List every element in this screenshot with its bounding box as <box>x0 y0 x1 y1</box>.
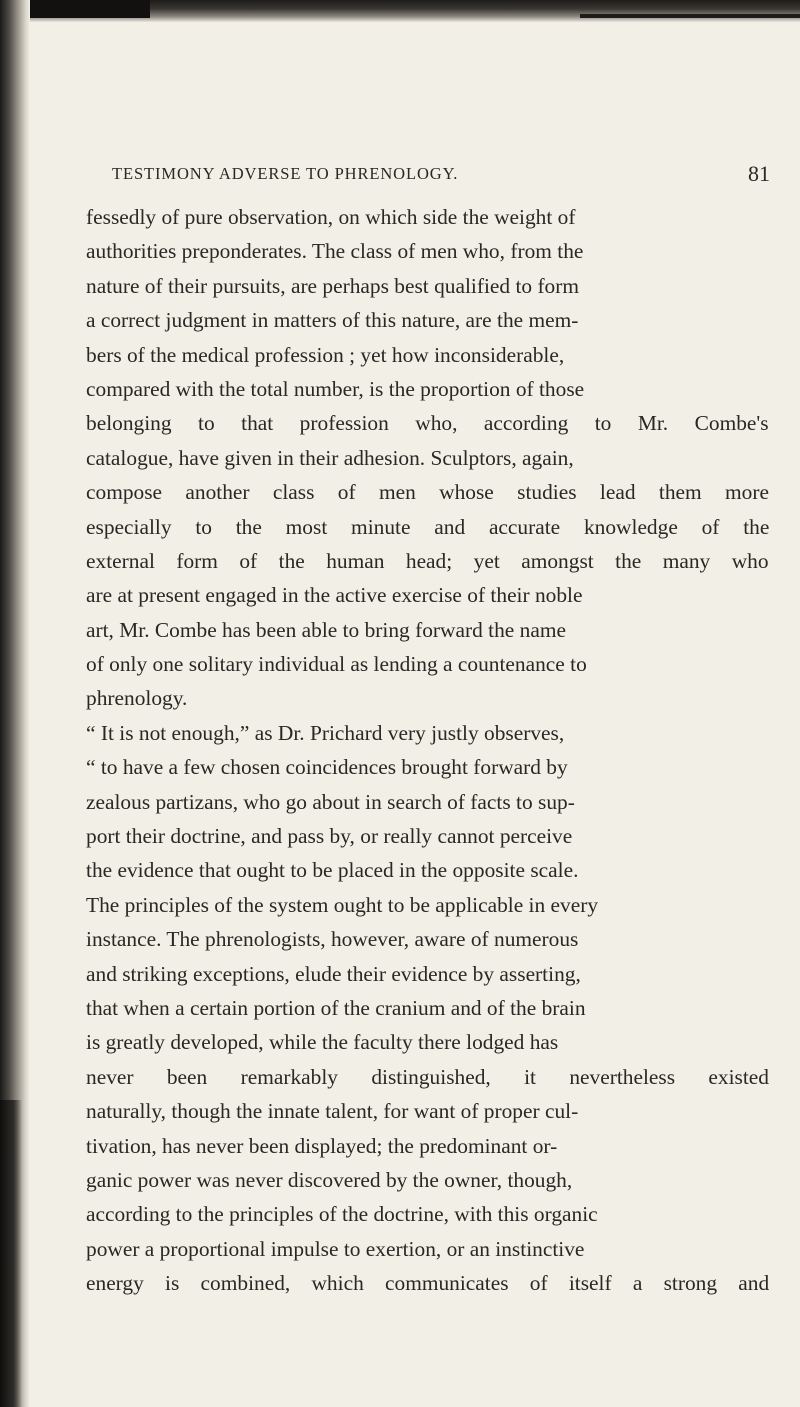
text-line: authorities preponderates. The class of men who, from the <box>86 239 584 264</box>
text-line: energy is combined, which communicates of itself a strong and <box>86 1271 770 1296</box>
text-line: fessedly of pure observation, on which side the weight of <box>86 205 576 229</box>
text-line: the evidence that ought to be placed in the opposite scale. <box>86 858 579 883</box>
text-line: power a proportional impulse to exertion, or an instinctive <box>86 1236 585 1261</box>
scan-top-rule <box>580 14 800 18</box>
text-line: compared with the total number, is the proportion of those <box>86 376 585 401</box>
text-line: of only one solitary individual as lending a countenance to <box>86 652 587 677</box>
text-line: catalogue, have given in their adhesion. Sculptors, again, <box>86 445 574 470</box>
text-line: tivation, has never been displayed; the predominant or- <box>86 1133 558 1158</box>
text-line: instance. The phrenologists, however, aware of numerous <box>86 927 579 952</box>
text-line: external form of the human head; yet amongst the many who <box>86 548 769 573</box>
text-line: that when a certain portion of the cranium and of the brain <box>86 995 586 1020</box>
text-line: bers of the medical profession ; yet how inconsiderable, <box>86 342 565 367</box>
text-line: zealous partizans, who go about in search of facts to sup- <box>86 789 575 814</box>
text-line: port their doctrine, and pass by, or really cannot perceive <box>86 824 573 849</box>
text-line: “ to have a few chosen coincidences brought forward by <box>86 755 568 780</box>
text-line: “ It is not enough,” as Dr. Prichard very justly observes, <box>86 720 565 745</box>
body-text <box>86 200 769 1301</box>
text-line: according to the principles of the doctrine, with this organic <box>86 1202 598 1227</box>
book-spine-dark <box>0 1100 22 1407</box>
page-number: 81 <box>748 161 770 186</box>
text-line: compose another class of men whose studies lead them more <box>86 480 769 505</box>
text-line: phrenology. <box>86 686 188 711</box>
text-line: never been remarkably distinguished, it nevertheless existed <box>86 1064 769 1089</box>
text-line: a correct judgment in matters of this nature, are the mem- <box>86 308 579 333</box>
text-line: nature of their pursuits, are perhaps best qualified to form <box>86 273 580 298</box>
page-header <box>112 161 770 191</box>
text-line: The principles of the system ought to be applicable in every <box>86 892 599 917</box>
text-line: and striking exceptions, elude their evidence by asserting, <box>86 961 581 986</box>
text-line: are at present engaged in the active exercise of their noble <box>86 583 583 608</box>
text-line: art, Mr. Combe has been able to bring forward the name <box>86 617 566 642</box>
text-line: especially to the most minute and accurate knowledge of the <box>86 514 770 539</box>
text-line: belonging to that profession who, according to Mr. Combe's <box>86 411 769 436</box>
running-head: TESTIMONY ADVERSE TO PHRENOLOGY. <box>112 164 459 183</box>
text-line: ganic power was never discovered by the owner, though, <box>86 1167 573 1192</box>
text-line: is greatly developed, while the faculty there lodged has <box>86 1030 559 1055</box>
text-line: naturally, though the innate talent, for want of proper cul- <box>86 1099 579 1124</box>
